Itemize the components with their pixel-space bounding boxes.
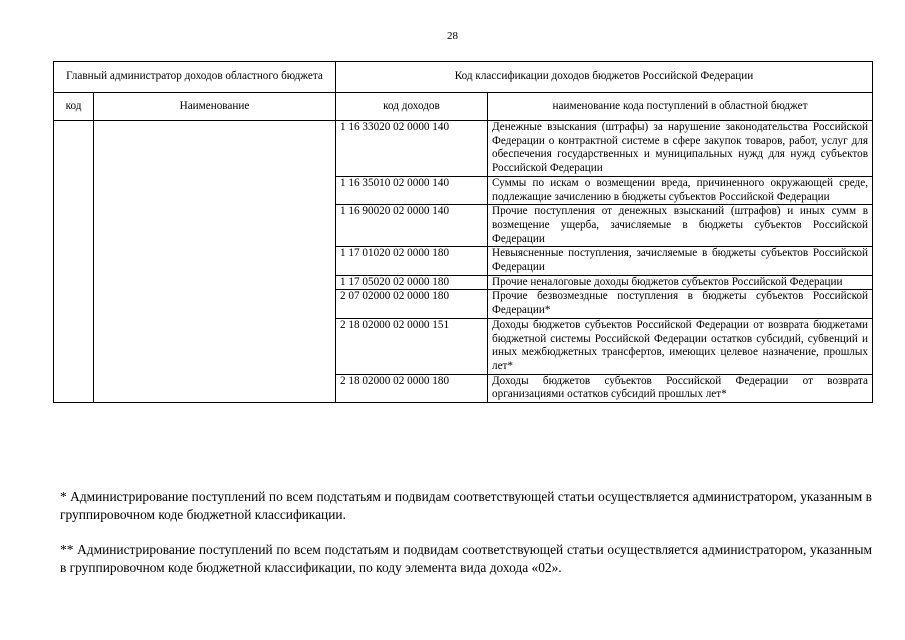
income-name-cell: Суммы по искам о возмещении вреда, причиненного окружающей среде, подлежащие зачислению в бюджеты субъектов Российской Федерации (488, 176, 873, 204)
admin-code-cell (54, 121, 94, 403)
income-name-cell: Доходы бюджетов субъектов Российской Федерации от возврата бюджетами бюджетной системы Российской Федерации остатков субсидий, субвенций и иных межбюджетных трансфертов, имеющих целевое назначение, прошлых лет* (488, 318, 873, 374)
admin-name-cell (94, 121, 336, 403)
table-row (54, 121, 873, 177)
income-code-cell: 2 07 02000 02 0000 180 (336, 290, 488, 318)
header-kod: код (54, 93, 94, 121)
header-admin-group: Главный администратор доходов областного бюджета (54, 62, 336, 93)
income-code-cell: 1 16 35010 02 0000 140 (336, 176, 488, 204)
income-code-cell: 1 16 33020 02 0000 140 (336, 121, 488, 177)
income-code-cell: 2 18 02000 02 0000 180 (336, 374, 488, 402)
footnote-double-star: ** Администрирование поступлений по всем подстатьям и подвидам соответствующей статьи осуществляется администратором, указанным в группировочном коде бюджетной классификации, по коду элемента вида дохода «02». (60, 542, 872, 575)
header-income-code: код доходов (336, 93, 488, 121)
income-code-cell: 2 18 02000 02 0000 151 (336, 318, 488, 374)
income-code-cell: 1 16 90020 02 0000 140 (336, 205, 488, 247)
footnote-single-star: * Администрирование поступлений по всем подстатьям и подвидам соответствующей статьи осуществляется администратором, указанным в группировочном коде бюджетной классификации. (60, 489, 872, 522)
income-code-cell: 1 17 05020 02 0000 180 (336, 275, 488, 290)
income-name-cell: Невыясненные поступления, зачисляемые в бюджеты субъектов Российской Федерации (488, 247, 873, 275)
header-code-group: Код классификации доходов бюджетов Российской Федерации (336, 62, 873, 93)
income-name-cell: Прочие безвозмездные поступления в бюджеты субъектов Российской Федерации* (488, 290, 873, 318)
page-number: 28 (447, 30, 458, 42)
header-income-name: наименование кода поступлений в областной бюджет (488, 93, 873, 121)
income-name-cell: Доходы бюджетов субъектов Российской Федерации от возврата организациями остатков субсидий прошлых лет* (488, 374, 873, 402)
header-name: Наименование (94, 93, 336, 121)
income-name-cell: Денежные взыскания (штрафы) за нарушение законодательства Российской Федерации о контрактной системе в сфере закупок товаров, работ, услуг для обеспечения государственных и муниципальных нужд для нужд субъектов Российской Федерации (488, 121, 873, 177)
income-name-cell: Прочие поступления от денежных взысканий (штрафов) и иных сумм в возмещение ущерба, зачисляемые в бюджеты субъектов Российской Федерации (488, 205, 873, 247)
income-name-cell: Прочие неналоговые доходы бюджетов субъектов Российской Федерации (488, 275, 873, 290)
income-code-cell: 1 17 01020 02 0000 180 (336, 247, 488, 275)
income-classification-table (53, 61, 873, 403)
